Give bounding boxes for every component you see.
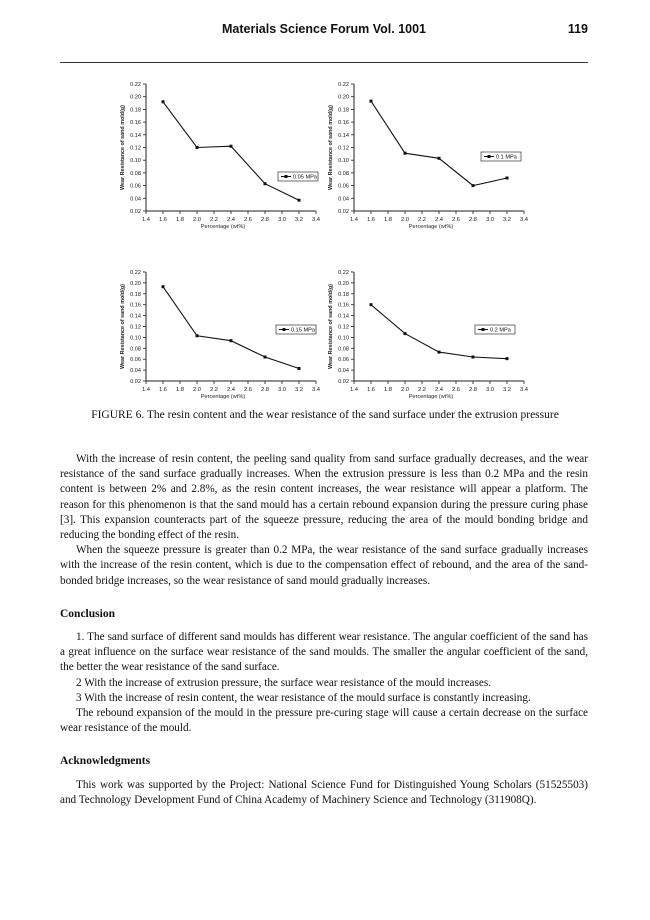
y-tick-label: 0.04	[338, 368, 349, 375]
y-tick-label: 0.22	[130, 82, 141, 88]
legend-label: 0.05 MPa	[293, 174, 317, 181]
y-axis-label: Wear Resistance of sand mold(g)	[120, 284, 126, 369]
x-tick-label: 2.8	[260, 387, 270, 393]
data-point	[196, 146, 199, 149]
data-point	[264, 356, 267, 359]
y-tick-label: 0.12	[130, 324, 141, 331]
y-tick-label: 0.16	[338, 302, 349, 309]
x-tick-label: 1.6	[366, 217, 376, 223]
x-tick-label: 2.6	[243, 217, 253, 223]
y-tick-label: 0.08	[338, 170, 349, 177]
x-tick-label: 2.6	[451, 217, 461, 223]
x-tick-label: 3.4	[311, 217, 321, 223]
y-tick-label: 0.06	[338, 357, 349, 364]
series-line	[371, 101, 507, 186]
y-tick-label: 0.20	[338, 94, 349, 101]
x-tick-label: 3.4	[311, 387, 321, 393]
y-tick-label: 0.22	[338, 82, 349, 88]
x-tick-label: 2.8	[468, 217, 478, 223]
y-tick-label: 0.04	[130, 368, 141, 375]
x-axis-label: Percentage (wt%)	[408, 394, 454, 400]
y-tick-label: 0.14	[130, 132, 141, 139]
conclusion-item: 2 With the increase of extrusion pressure, the surface wear resistance of the mould increases.	[76, 676, 491, 689]
y-tick-label: 0.08	[130, 170, 141, 177]
y-tick-label: 0.10	[338, 158, 349, 165]
x-tick-label: 2.0	[400, 217, 410, 223]
x-tick-label: 3.0	[485, 217, 495, 223]
x-tick-label: 2.6	[451, 387, 461, 393]
data-point	[162, 285, 165, 288]
x-tick-label: 3.0	[485, 387, 495, 393]
y-tick-label: 0.04	[338, 196, 349, 203]
y-tick-label: 0.22	[338, 270, 349, 276]
y-tick-label: 0.18	[130, 291, 141, 298]
data-point	[370, 303, 373, 306]
x-tick-label: 2.4	[434, 387, 444, 393]
series-line	[163, 102, 299, 200]
y-tick-label: 0.04	[130, 196, 141, 203]
x-tick-label: 2.0	[192, 217, 202, 223]
legend-marker	[482, 328, 485, 331]
y-tick-label: 0.16	[338, 120, 349, 127]
data-point	[370, 100, 373, 103]
x-tick-label: 2.8	[260, 217, 270, 223]
legend-marker	[285, 175, 288, 178]
x-tick-label: 1.8	[383, 217, 393, 223]
y-tick-label: 0.18	[338, 107, 349, 114]
conclusion-item: 3 With the increase of resin content, the wear resistance of the mould surface is constantly increasing.	[76, 691, 531, 704]
y-tick-label: 0.12	[130, 145, 141, 152]
x-tick-label: 1.8	[175, 387, 185, 393]
data-point	[438, 351, 441, 354]
x-tick-label: 1.8	[383, 387, 393, 393]
data-point	[162, 100, 165, 103]
x-tick-label: 3.4	[519, 387, 529, 393]
y-tick-label: 0.08	[130, 346, 141, 353]
conclusion-item: 1. The sand surface of different sand moulds has different wear resistance. The angular coefficient of the sand has a great influence on the surface wear resistance of the sand moulds. The smaller the angular coefficient of the sand, the better the wear resistance of the sand surface.	[60, 631, 588, 674]
x-tick-label: 2.4	[434, 217, 444, 223]
data-point	[472, 184, 475, 187]
legend-label: 0.1 MPa	[496, 154, 517, 161]
y-tick-label: 0.22	[130, 270, 141, 276]
x-tick-label: 2.6	[243, 387, 253, 393]
y-tick-label: 0.06	[338, 183, 349, 190]
y-tick-label: 0.14	[338, 313, 349, 320]
x-tick-label: 3.2	[294, 387, 304, 393]
x-axis-label: Percentage (wt%)	[408, 224, 454, 230]
x-tick-label: 2.8	[468, 387, 478, 393]
data-point	[264, 182, 267, 185]
data-point	[196, 334, 199, 337]
section-heading-conclusion: Conclusion	[60, 607, 115, 620]
figure-caption: FIGURE 6. The resin content and the wear resistance of the sand surface under the extrusion pressure	[91, 409, 559, 421]
paragraph: When the squeeze pressure is greater than 0.2 MPa, the wear resistance of the sand surface gradually increases with the increase of the resin content, which is due to the compensation effect of rebound, and the area of the sand-bonded bridge increases, so the wear resistance of sand mould gradually increases.	[60, 544, 588, 587]
y-tick-label: 0.10	[338, 335, 349, 342]
x-tick-label: 2.2	[209, 217, 219, 223]
x-tick-label: 2.2	[417, 387, 427, 393]
x-tick-label: 1.4	[141, 217, 151, 223]
body-text	[60, 452, 588, 808]
y-tick-label: 0.14	[130, 313, 141, 320]
x-tick-label: 3.4	[519, 217, 529, 223]
y-axis-label: Wear Resistance of sand mold(g)	[328, 105, 334, 190]
data-point	[438, 157, 441, 160]
x-tick-label: 3.2	[502, 217, 512, 223]
x-tick-label: 2.0	[192, 387, 202, 393]
y-axis-label: Wear Resistance of sand mold(g)	[120, 105, 126, 190]
y-tick-label: 0.16	[130, 120, 141, 127]
page-number: 119	[567, 22, 588, 36]
y-tick-label: 0.20	[338, 280, 349, 287]
y-tick-label: 0.12	[338, 324, 349, 331]
y-tick-label: 0.06	[130, 357, 141, 364]
x-tick-label: 2.0	[400, 387, 410, 393]
x-tick-label: 1.6	[158, 217, 168, 223]
y-tick-label: 0.20	[130, 94, 141, 101]
data-point	[404, 332, 407, 335]
x-tick-label: 3.2	[502, 387, 512, 393]
legend-marker	[488, 155, 491, 158]
x-tick-label: 2.2	[417, 217, 427, 223]
acknowledgments-text: This work was supported by the Project: National Science Fund for Distinguished Young Scholars (51525503) and Technology Development Fund of China Academy of Machinery Science and Technology (311908Q).	[60, 778, 588, 806]
y-tick-label: 0.02	[130, 379, 141, 385]
x-tick-label: 3.0	[277, 217, 287, 223]
x-tick-label: 2.2	[209, 387, 219, 393]
y-axis-label: Wear Resistance of sand mold(g)	[328, 284, 334, 369]
figure-6	[0, 0, 650, 410]
x-tick-label: 2.4	[226, 217, 236, 223]
x-tick-label: 1.6	[366, 387, 376, 393]
legend-marker	[283, 328, 286, 331]
y-tick-label: 0.20	[130, 280, 141, 287]
x-tick-label: 1.6	[158, 387, 168, 393]
y-tick-label: 0.06	[130, 183, 141, 190]
conclusion-item: The rebound expansion of the mould in the pressure pre-curing stage will cause a certain decrease on the surface wear resistance of the mould.	[60, 707, 588, 735]
x-tick-label: 1.4	[349, 217, 359, 223]
data-point	[230, 339, 233, 342]
section-heading-acknowledgments: Acknowledgments	[60, 755, 151, 768]
y-tick-label: 0.12	[338, 145, 349, 152]
y-tick-label: 0.10	[130, 158, 141, 165]
data-point	[404, 152, 407, 155]
data-point	[506, 357, 509, 360]
legend-label: 0.2 MPa	[490, 327, 511, 334]
data-point	[472, 356, 475, 359]
y-tick-label: 0.10	[130, 335, 141, 342]
data-point	[298, 367, 301, 370]
y-tick-label: 0.02	[338, 209, 349, 215]
paragraph: With the increase of resin content, the peeling sand quality from sand surface gradually decreases, and the wear resistance of the sand surface gradually increases. When the extrusion pressure is less than 0.2 MPa and the resin content is between 2% and 2.8%, as the resin content increases, the wear resistance will appear a platform. The reason for this phenomenon is that the sand mould has a certain rebound expansion during the pressure curing phase [3]. This expansion counteracts part of the squeeze pressure, reducing the area of the mould bonding bridge and reducing the bonding effect of the resin.	[60, 453, 588, 542]
x-tick-label: 2.4	[226, 387, 236, 393]
x-tick-label: 3.2	[294, 217, 304, 223]
data-point	[230, 145, 233, 148]
y-tick-label: 0.08	[338, 346, 349, 353]
x-tick-label: 1.4	[349, 387, 359, 393]
y-tick-label: 0.18	[338, 291, 349, 298]
legend-label: 0.15 MPa	[291, 327, 315, 334]
y-tick-label: 0.16	[130, 302, 141, 309]
data-point	[298, 199, 301, 202]
y-tick-label: 0.02	[338, 379, 349, 385]
y-tick-label: 0.02	[130, 209, 141, 215]
y-tick-label: 0.14	[338, 132, 349, 139]
x-tick-label: 1.4	[141, 387, 151, 393]
journal-title: Materials Science Forum Vol. 1001	[221, 22, 427, 36]
x-tick-label: 1.8	[175, 217, 185, 223]
x-axis-label: Percentage (wt%)	[200, 394, 246, 400]
data-point	[506, 176, 509, 179]
x-axis-label: Percentage (wt%)	[200, 224, 246, 230]
y-tick-label: 0.18	[130, 107, 141, 114]
x-tick-label: 3.0	[277, 387, 287, 393]
